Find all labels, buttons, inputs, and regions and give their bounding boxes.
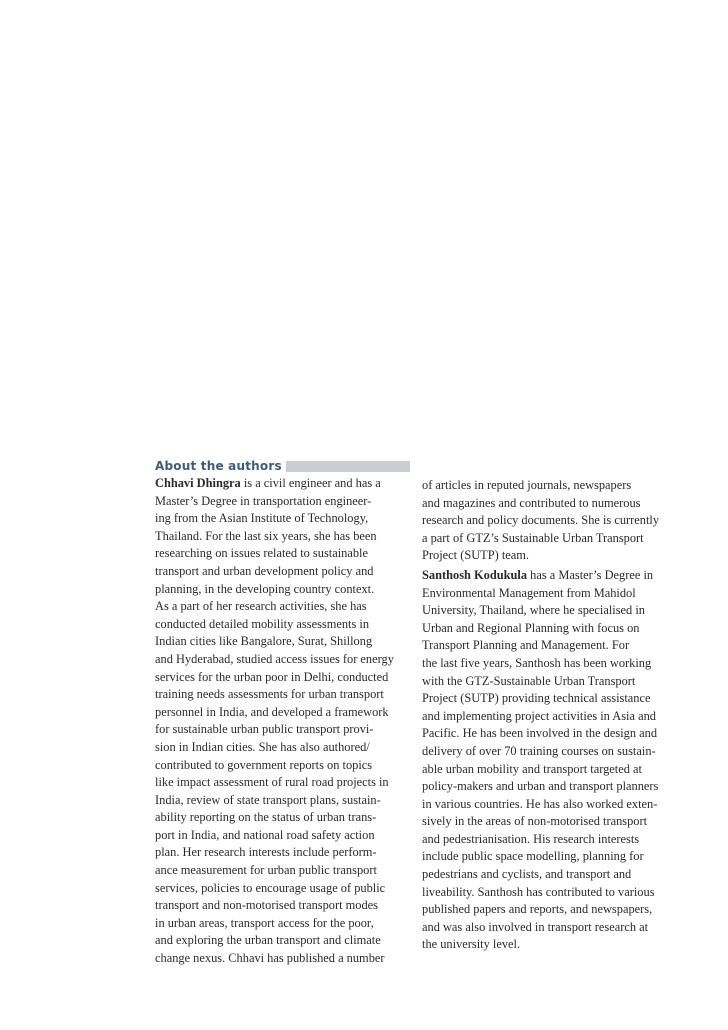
text-line: transport and non-motorised transport modes (155, 898, 378, 913)
text-line: sion in Indian cities. She has also authored/ (155, 739, 370, 754)
text-line: plan. Her research interests include perform- (155, 845, 377, 860)
chhavi-bio-continuation (422, 477, 677, 565)
text-line: India, review of state transport plans, sustain- (155, 792, 381, 807)
left-column (155, 475, 409, 968)
text-line: services, policies to encourage usage of public (155, 880, 386, 895)
text-line: in urban areas, transport access for the poor, (155, 915, 374, 930)
text-line: of articles in reputed journals, newspapers (422, 478, 632, 492)
paragraph-text: has a Master’s Degree in (527, 567, 654, 582)
text-line: port in India, and national road safety action (155, 827, 375, 842)
section-title-bar (286, 461, 410, 472)
text-line: Project (SUTP) team. (422, 548, 530, 563)
text-line: a part of GTZ’s Sustainable Urban Transport (422, 530, 644, 545)
section-title: About the authors (155, 459, 282, 473)
text-line: and pedestrianisation. His research interests (422, 831, 640, 846)
text-line: services for the urban poor in Delhi, conducted (155, 669, 389, 684)
text-line: Master’s Degree in transportation engineer- (155, 493, 372, 508)
text-line: pedestrians and cyclists, and transport and (422, 867, 632, 882)
text-line: delivery of over 70 training courses on sustain- (422, 743, 656, 758)
author-name-chhavi: Chhavi Dhingra (155, 476, 241, 490)
text-line: in various countries. He has also worked exten- (422, 796, 658, 811)
paragraph-first-line (155, 475, 409, 493)
text-line: and was also involved in transport research at (422, 919, 649, 934)
text-line: and implementing project activities in Asia and (422, 708, 656, 723)
text-line: University, Thailand, where he specialised in (422, 603, 645, 618)
text-line: published papers and reports, and newspapers, (422, 902, 653, 917)
text-line: include public space modelling, planning for (422, 849, 644, 864)
text-line: Indian cities like Bangalore, Surat, Shillong (155, 634, 373, 649)
text-line: researching on issues related to sustainable (155, 546, 368, 561)
text-line: research and policy documents. She is currently (422, 513, 660, 528)
text-line: Urban and Regional Planning with focus on (422, 620, 640, 635)
text-line: planning, in the developing country context. (155, 581, 375, 596)
text-line: ance measurement for urban public transport (155, 863, 377, 878)
text-line: ing from the Asian Institute of Technology, (155, 511, 369, 526)
text-line: Project (SUTP) providing technical assistance (422, 691, 651, 706)
text-line: policy-makers and urban and transport planners (422, 779, 659, 794)
santhosh-bio-paragraph (422, 585, 677, 954)
text-line: training needs assessments for urban transport (155, 687, 384, 702)
text-line: and magazines and contributed to numerous (422, 495, 641, 510)
chhavi-bio-paragraph (155, 493, 409, 968)
paragraph-first-line (422, 567, 677, 585)
text-line: contributed to government reports on topics (155, 757, 373, 772)
text-line: conducted detailed mobility assessments in (155, 616, 370, 631)
text-line: Environmental Management from Mahidol (422, 585, 636, 600)
text-line: sively in the areas of non-motorised transport (422, 814, 648, 829)
text-line: change nexus. Chhavi has published a number (155, 951, 385, 966)
text-line: transport and urban development policy and (155, 563, 374, 578)
text-line: Transport Planning and Management. For (422, 638, 630, 653)
text-line: ability reporting on the status of urban trans- (155, 810, 377, 825)
text-line: with the GTZ-Sustainable Urban Transport (422, 673, 636, 688)
right-column (422, 477, 677, 954)
paragraph-text: is a civil engineer and has a (240, 476, 381, 490)
section-header (155, 458, 410, 474)
text-line: Thailand. For the last six years, she has been (155, 528, 377, 543)
text-line: and Hyderabad, studied access issues for energy (155, 651, 394, 666)
text-line: the university level. (422, 937, 521, 952)
text-line: and exploring the urban transport and climate (155, 933, 381, 948)
text-line: able urban mobility and transport targeted at (422, 761, 642, 776)
author-name-santhosh: Santhosh Kodukula (422, 567, 528, 582)
text-line: the last five years, Santhosh has been working (422, 655, 652, 670)
text-line: Pacific. He has been involved in the design and (422, 726, 658, 741)
text-line: liveability. Santhosh has contributed to various (422, 884, 655, 899)
text-line: personnel in India, and developed a framework (155, 704, 389, 719)
text-line: As a part of her research activities, she has (155, 599, 367, 614)
text-line: like impact assessment of rural road projects in (155, 775, 389, 790)
text-line: for sustainable urban public transport provi- (155, 722, 374, 737)
